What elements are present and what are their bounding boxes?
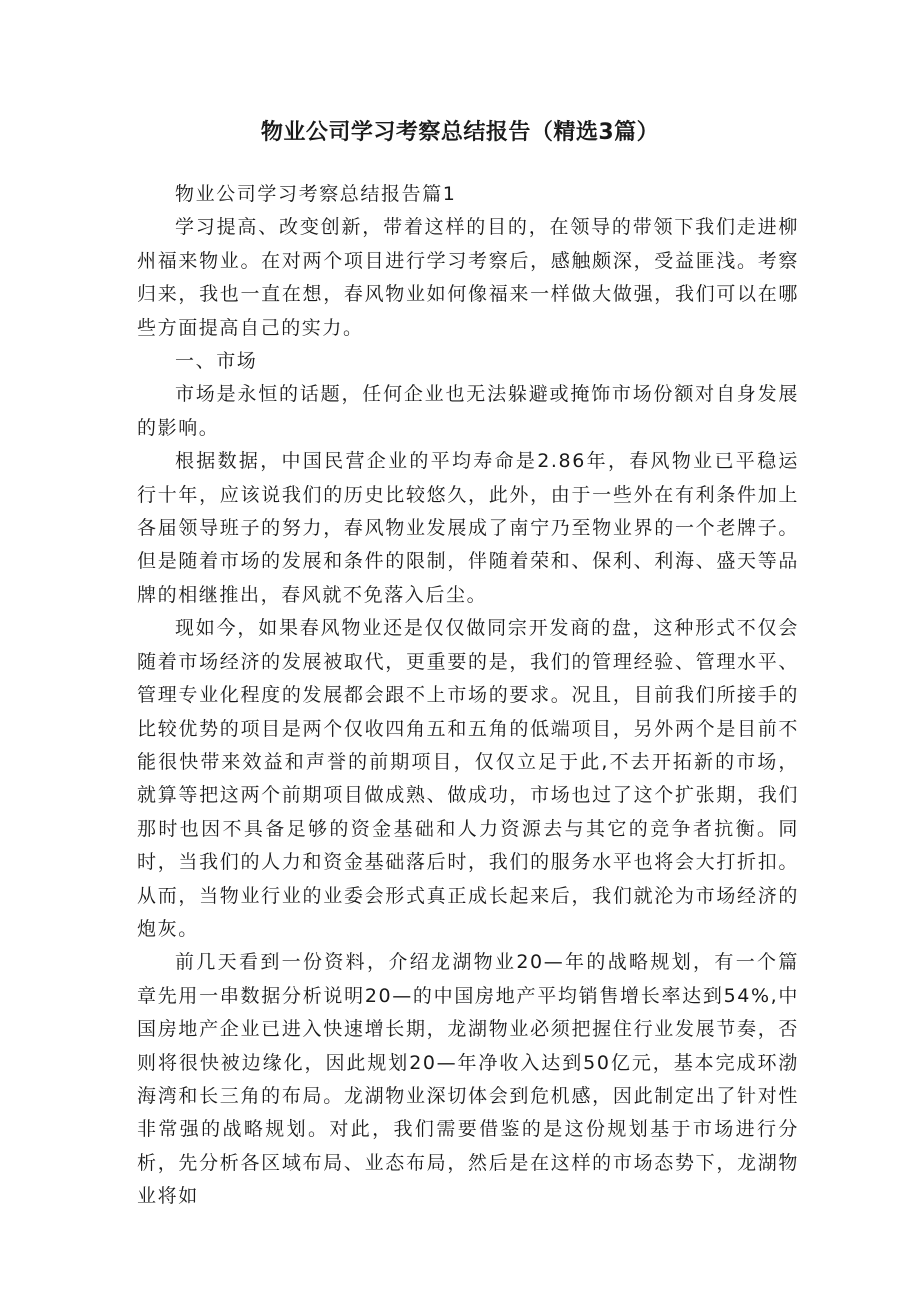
paragraph: 市场是永恒的话题，任何企业也无法躲避或掩饰市场份额对自身发展的影响。: [137, 383, 799, 439]
paragraph: 学习提高、改变创新，带着这样的目的，在领导的带领下我们走进柳州福来物业。在对两个项目进行学习考察后，感触颇深，受益匪浅。考察归来，我也一直在想，春风物业如何像福来一样做大做强，我们可以在哪些方面提高自己的实力。: [137, 216, 799, 339]
paragraph: 根据数据，中国民营企业的平均寿命是2.86年，春风物业已平稳运行十年，应该说我们的历史比较悠久，此外，由于一些外在有利条件加上各届领导班子的努力，春风物业发展成了南宁乃至物业界的一个老牌子。但是随着市场的发展和条件的限制，伴随着荣和、保利、利海、盛天等品牌的相继推出，春风就不免落入后尘。: [137, 450, 799, 606]
paragraph: 前几天看到一份资料，介绍龙湖物业20—年的战略规划，有一个篇章先用一串数据分析说明20—的中国房地产平均销售增长率达到54%,中国房地产企业已进入快速增长期，龙湖物业必须把握住行业发展节奏，否则将很快被边缘化，因此规划20—年净收入达到50亿元，基本完成环渤海湾和长三角的布局。龙湖物业深切体会到危机感，因此制定出了针对性非常强的战略规划。对此，我们需要借鉴的是这份规划基于市场进行分析，先分析各区域布局、业态布局，然后是在这样的市场态势下，龙湖物业将如: [137, 951, 799, 1208]
document-title: 物业公司学习考察总结报告（精选3篇）: [260, 120, 660, 145]
section-heading: 物业公司学习考察总结报告篇1: [175, 183, 457, 205]
paragraph: 现如今，如果春风物业还是仅仅做同宗开发商的盘，这种形式不仅会随着市场经济的发展被取代，更重要的是，我们的管理经验、管理水平、管理专业化程度的发展都会跟不上市场的要求。况且，目前我们所接手的比较优势的项目是两个仅收四角五和五角的低端项目，另外两个是目前不能很快带来效益和声誉的前期项目，仅仅立足于此,不去开拓新的市场，就算等把这两个前期项目做成熟、做成功，市场也过了这个扩张期，我们那时也因不具备足够的资金基础和人力资源去与其它的竞争者抗衡。同时，当我们的人力和资金基础落后时，我们的服务水平也将会大打折扣。从而，当物业行业的业委会形式真正成长起来后，我们就沦为市场经济的炮灰。: [137, 617, 799, 940]
section-heading: 一、市场: [175, 350, 258, 373]
document-body: [137, 178, 799, 1214]
